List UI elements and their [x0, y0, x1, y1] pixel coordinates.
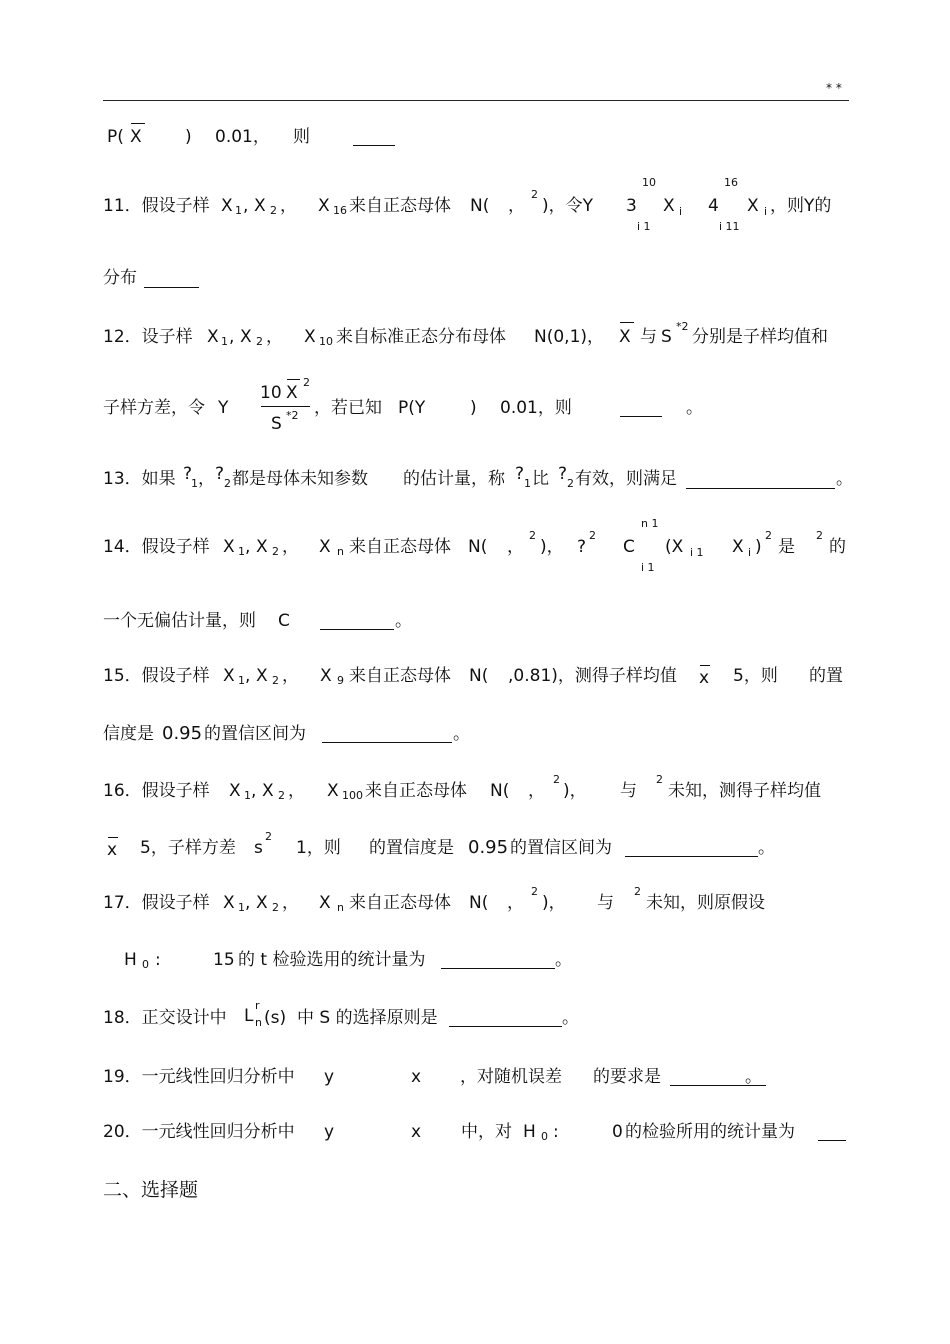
section-title: 二、选择题 [103, 1179, 199, 1201]
answer-blank[interactable] [353, 145, 395, 146]
answer-blank[interactable] [620, 416, 662, 417]
answer-blank[interactable] [144, 287, 199, 288]
answer-blank[interactable] [449, 1026, 562, 1027]
answer-blank[interactable] [686, 488, 835, 489]
answer-blank[interactable] [320, 629, 394, 630]
answer-blank[interactable] [818, 1140, 846, 1141]
answer-blank[interactable] [625, 856, 758, 857]
answer-blank[interactable] [322, 742, 452, 743]
header-mark: * * [826, 81, 842, 95]
answer-blank[interactable] [441, 968, 555, 969]
header-rule [103, 100, 849, 101]
